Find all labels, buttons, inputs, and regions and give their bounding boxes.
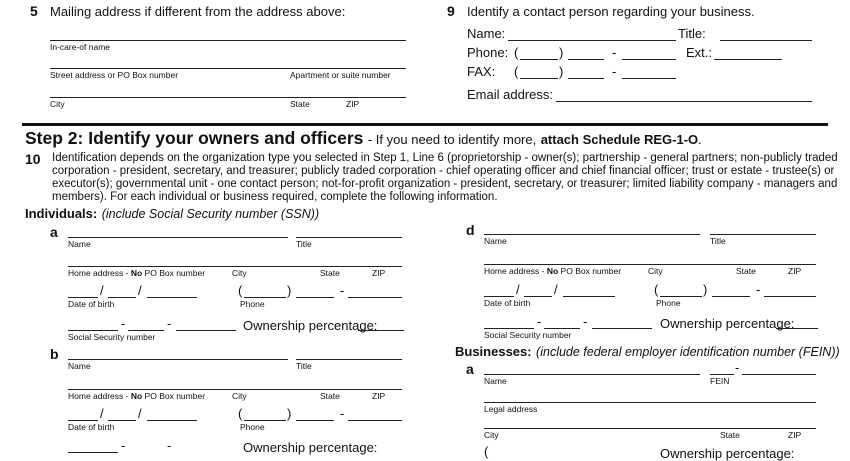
zip-label: ZIP xyxy=(346,99,360,109)
individual-b-phone-line[interactable] xyxy=(348,420,402,421)
individual-d-title-label: Title xyxy=(710,236,726,246)
individual-a-ssn-2[interactable] xyxy=(128,330,164,331)
apt-label: Apartment or suite number xyxy=(290,70,391,80)
step-divider xyxy=(22,123,828,126)
individual-a-home-label xyxy=(68,268,205,278)
ind-a-phone-dash: - xyxy=(340,283,345,298)
contact-ext-field[interactable] xyxy=(714,59,782,60)
fein-dash: - xyxy=(735,360,740,375)
individual-b-zip-label: ZIP xyxy=(372,391,386,401)
ind-b-phone-close: ) xyxy=(287,406,292,421)
individual-b-title-label: Title xyxy=(296,361,312,371)
phone-paren-open: ( xyxy=(514,45,519,60)
street-line[interactable] xyxy=(50,68,406,69)
fax-area-field[interactable] xyxy=(520,78,558,79)
individual-d-name-label: Name xyxy=(484,236,507,246)
individual-b-home-field[interactable] xyxy=(68,389,402,390)
individual-b-letter: b xyxy=(50,346,59,362)
individual-a-zip-label: ZIP xyxy=(372,268,386,278)
phone-prefix-field[interactable] xyxy=(568,59,604,60)
individual-a-title-label: Title xyxy=(296,239,312,249)
section-10-number: 10 xyxy=(25,151,41,167)
individual-a-ownership-field[interactable] xyxy=(358,330,404,331)
ssn-dash-1: - xyxy=(121,316,126,331)
home-suffix: PO Box number xyxy=(142,268,206,278)
individual-d-phone-prefix[interactable] xyxy=(712,296,750,297)
individual-a-letter: a xyxy=(50,224,58,240)
individual-a-ssn-3[interactable] xyxy=(176,330,236,331)
individual-a-dob-label: Date of birth xyxy=(68,299,115,309)
section-9-title: Identify a contact person regarding your business. xyxy=(467,4,755,19)
section-5-title: Mailing address if different from the address above: xyxy=(50,4,346,19)
individual-d-home-field[interactable] xyxy=(484,264,816,265)
ind-b-phone-dash: - xyxy=(340,406,345,421)
individual-b-name-label: Name xyxy=(68,361,91,371)
business-a-name-label: Name xyxy=(484,376,507,386)
individual-d-name-field[interactable] xyxy=(484,234,700,235)
individual-a-dob-month[interactable] xyxy=(68,297,98,298)
ssn-dash-2: - xyxy=(167,316,172,331)
individuals-hint: (include Social Security number (SSN)) xyxy=(101,207,320,221)
individuals-heading-row xyxy=(25,205,319,223)
ind-b-phone-open: ( xyxy=(238,406,243,421)
individual-d-zip-label: ZIP xyxy=(788,266,802,276)
contact-phone-label: Phone: xyxy=(467,45,509,60)
section-10-line-2: corporation - president, secretary, and treasurer; publicly traded corporation - chief operating officer and chief financial officer; trust or estate - trustee(s) or xyxy=(52,165,835,177)
dob-slash-1: / xyxy=(100,283,104,298)
home-suffix: PO Box number xyxy=(558,266,622,276)
phone-line-field[interactable] xyxy=(622,59,676,60)
contact-name-label: Name: xyxy=(467,26,506,41)
individual-a-ssn-label: Social Security number xyxy=(68,332,156,342)
individual-d-letter: d xyxy=(466,222,475,238)
business-a-fein-1[interactable] xyxy=(710,374,734,375)
individual-b-city-label: City xyxy=(232,391,247,401)
individual-b-home-label xyxy=(68,391,205,401)
business-a-fein-2[interactable] xyxy=(742,374,816,375)
individual-d-city-label: City xyxy=(648,266,663,276)
section-10-line-1: Identification depends on the organization type you selected in Step 1, Line 6 (proprietorship - owner(s); partnership - general partners; non-publicly traded xyxy=(52,152,838,164)
individual-a-phone-prefix[interactable] xyxy=(296,297,334,298)
business-a-phone-open: ( xyxy=(484,444,489,459)
contact-title-label: Title: xyxy=(678,26,706,41)
home-prefix: Home address - xyxy=(68,391,131,401)
individual-d-phone-area[interactable] xyxy=(660,296,702,297)
ind-a-phone-open: ( xyxy=(238,283,243,298)
dob-slash-2: / xyxy=(138,283,142,298)
individual-b-title-field[interactable] xyxy=(296,359,402,360)
ind-d-phone-close: ) xyxy=(703,282,708,297)
individual-d-dob-label: Date of birth xyxy=(484,298,531,308)
individual-d-dob-month[interactable] xyxy=(484,296,514,297)
ssn-dash-1: - xyxy=(121,438,126,453)
individual-d-ownership-field[interactable] xyxy=(776,328,818,329)
business-a-zip-label: ZIP xyxy=(788,430,802,440)
businesses-heading: Businesses: xyxy=(455,344,532,359)
ind-d-phone-open: ( xyxy=(654,282,659,297)
individual-a-name-label: Name xyxy=(68,239,91,249)
fax-line-field[interactable] xyxy=(622,78,676,79)
individual-d-ssn-1[interactable] xyxy=(484,328,534,329)
individual-a-ownership-label: Ownership percentage: xyxy=(243,318,378,333)
step-2-heading: Step 2: Identify your owners and officers xyxy=(25,128,364,148)
businesses-heading-row xyxy=(455,343,840,361)
home-suffix: PO Box number xyxy=(142,391,206,401)
business-a-name-field[interactable] xyxy=(484,374,700,375)
ssn-dash-2: - xyxy=(583,314,588,329)
fax-paren-close: ) xyxy=(559,64,564,79)
step-2-schedule-link: attach Schedule REG-1-O xyxy=(540,132,699,147)
contact-email-label: Email address: xyxy=(467,87,553,102)
business-a-legal-field[interactable] xyxy=(484,402,816,403)
business-a-city-label: City xyxy=(484,430,499,440)
phone-dash: - xyxy=(612,45,617,60)
individual-b-phone-prefix[interactable] xyxy=(296,420,334,421)
individual-d-phone-label: Phone xyxy=(656,298,681,308)
phone-paren-close: ) xyxy=(559,45,564,60)
individual-a-state-label: State xyxy=(320,268,340,278)
individual-a-home-field[interactable] xyxy=(68,266,402,267)
individual-d-ssn-2[interactable] xyxy=(544,328,580,329)
individual-d-ssn-label: Social Security number xyxy=(484,330,572,340)
home-prefix: Home address - xyxy=(484,266,547,276)
section-10-line-3: executor(s); governmental unit - one contact person; not-for-profit organization - president, secretary, or treasurer; limited liability company - managers and xyxy=(52,178,838,190)
individual-b-dob-label: Date of birth xyxy=(68,422,115,432)
ind-a-phone-close: ) xyxy=(287,283,292,298)
business-a-fein-label: FEIN xyxy=(710,376,730,386)
individual-a-phone-label: Phone xyxy=(240,299,265,309)
individual-a-title-field[interactable] xyxy=(296,237,402,238)
step-2-note-prefix: - If you need to identify more, xyxy=(367,132,537,147)
fax-dash: - xyxy=(612,64,617,79)
business-a-state-label: State xyxy=(720,430,740,440)
home-no: No xyxy=(546,266,559,276)
individual-b-dob-day[interactable] xyxy=(108,420,136,421)
contact-email-field[interactable] xyxy=(556,101,812,102)
individual-a-dob-day[interactable] xyxy=(108,297,136,298)
individual-b-dob-month[interactable] xyxy=(68,420,98,421)
individual-d-state-label: State xyxy=(736,266,756,276)
individual-b-ownership-label: Ownership percentage: xyxy=(243,440,378,455)
businesses-hint: (include federal employer identification number (FEIN)) xyxy=(536,345,840,359)
home-no: No xyxy=(130,391,143,401)
business-a-letter: a xyxy=(466,361,474,377)
individual-a-phone-area[interactable] xyxy=(244,297,286,298)
ssn-dash-2: - xyxy=(167,438,172,453)
business-a-legal-label: Legal address xyxy=(484,404,538,414)
step-2-heading-row xyxy=(25,128,702,149)
ssn-dash-1: - xyxy=(537,314,542,329)
individual-d-home-label xyxy=(484,266,621,276)
individual-a-name-field[interactable] xyxy=(68,237,288,238)
contact-title-field[interactable] xyxy=(720,40,812,41)
street-label: Street address or PO Box number xyxy=(50,70,179,80)
individual-b-name-field[interactable] xyxy=(68,359,288,360)
section-10-line-4: members). For each individual or business required, complete the following information. xyxy=(52,191,498,203)
individual-a-dob-year[interactable] xyxy=(147,297,197,298)
section-5-number: 5 xyxy=(30,3,38,19)
fax-paren-open: ( xyxy=(514,64,519,79)
individual-b-state-label: State xyxy=(320,391,340,401)
fax-prefix-field[interactable] xyxy=(568,78,604,79)
dob-slash-2: / xyxy=(554,282,558,297)
business-a-ownership-label: Ownership percentage: xyxy=(660,446,795,461)
dob-slash-1: / xyxy=(100,406,104,421)
state-label: State xyxy=(290,99,310,109)
dob-slash-2: / xyxy=(138,406,142,421)
incareof-label: In-care-of name xyxy=(50,42,110,52)
home-prefix: Home address - xyxy=(68,268,131,278)
section-9-number: 9 xyxy=(447,3,455,19)
individual-d-phone-line[interactable] xyxy=(764,296,816,297)
individual-b-phone-area[interactable] xyxy=(244,420,286,421)
city-label: City xyxy=(50,99,65,109)
contact-fax-label: FAX: xyxy=(467,64,496,79)
contact-name-field[interactable] xyxy=(508,40,676,41)
individual-a-phone-line[interactable] xyxy=(348,297,402,298)
individual-d-dob-day[interactable] xyxy=(524,296,552,297)
step-2-note-suffix: . xyxy=(698,132,702,147)
ind-d-phone-dash: - xyxy=(756,282,761,297)
individual-a-city-label: City xyxy=(232,268,247,278)
individual-b-ssn-1[interactable] xyxy=(68,452,118,453)
home-no: No xyxy=(130,268,143,278)
city-line[interactable] xyxy=(50,97,406,98)
individual-b-phone-label: Phone xyxy=(240,422,265,432)
individual-d-ownership-label: Ownership percentage: xyxy=(660,316,795,331)
individuals-heading: Individuals: xyxy=(25,206,98,221)
phone-area-field[interactable] xyxy=(520,59,558,60)
individual-d-dob-year[interactable] xyxy=(563,296,615,297)
individual-b-dob-year[interactable] xyxy=(147,420,197,421)
individual-a-ssn-1[interactable] xyxy=(68,330,118,331)
business-a-city-field[interactable] xyxy=(484,428,816,429)
incareof-line[interactable] xyxy=(50,40,406,41)
individual-d-ssn-3[interactable] xyxy=(592,328,652,329)
contact-ext-label: Ext.: xyxy=(686,45,713,60)
dob-slash-1: / xyxy=(516,282,520,297)
individual-d-title-field[interactable] xyxy=(710,234,816,235)
